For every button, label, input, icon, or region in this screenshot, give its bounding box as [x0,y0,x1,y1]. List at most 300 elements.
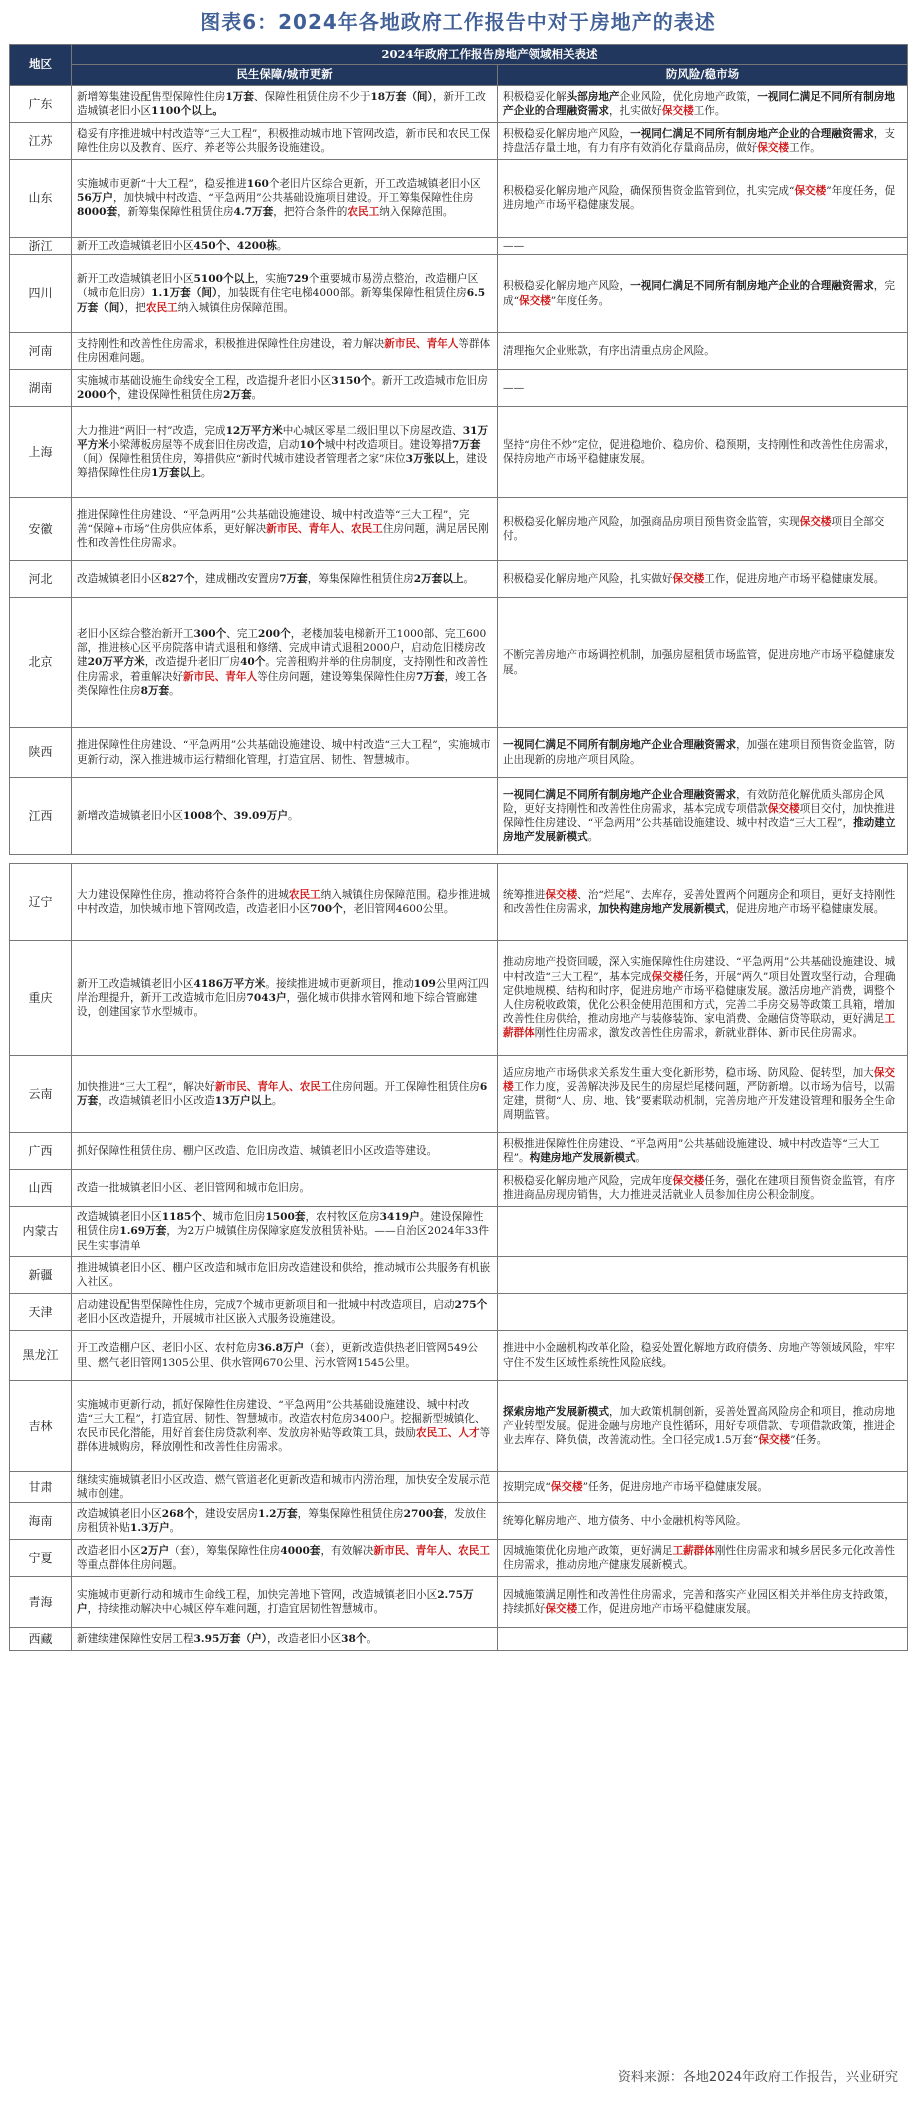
text-segment: 、城市危旧房 [201,1211,266,1224]
highlight-figure: 7万套 [451,438,481,451]
text-segment: 公里两江四岸治理提升，新开工改造城市危旧房 [77,977,489,1004]
text-segment: 积极稳妥化解房地产风险，扎实做好 [503,572,673,585]
highlight-group: 保交楼 [672,572,705,585]
region-name: 甘肃 [10,1472,72,1503]
highlight-figure: 7043户 [246,991,287,1004]
header-risk: 防风险/稳市场 [498,65,908,85]
highlight-figure: 一视同仁满足不同所有制房地产企业的合理融资需求 [630,127,874,140]
text-segment: ，新开工改造城镇老旧小区 [77,90,486,117]
text-segment: 改造城镇老旧小区 [77,1508,162,1521]
text-segment: 住房问题。开工保障性租赁住房 [331,1080,480,1093]
text-segment: 因城施策优化房地产政策，更好满足 [503,1545,673,1558]
livelihood-cell [72,85,498,122]
text-segment: 任务，开展“两久”项目处置攻坚行动，合理确定供地规模、结构和时序，促进房地产市场平稳健康发展。激活房地产消费，调整个人住房税收政策，优化公积金使用范围和方式，完善二手房交易等政策工具箱，增加改善性住房供给，推动房地产与装修装饰、家电消费、金融信贷等联动，更好满足 [503,970,896,1026]
text-segment: 积极稳妥化解房地产风险， [503,280,631,293]
highlight-group: 农民工 [347,206,380,219]
livelihood-cell [72,1056,498,1133]
highlight-figure: 1万套 [225,90,254,103]
risk-cell [498,1381,908,1472]
highlight-group: 新市民、青年人、农民工 [373,1545,490,1558]
highlight-group: 保交楼 [661,104,694,117]
risk-cell [498,1257,908,1294]
text-segment: 新开工改造城镇老旧小区 [77,239,194,252]
region-name: 上海 [10,407,72,498]
text-segment: 。建设保障性租赁住房 [77,1211,484,1238]
text-segment: 积极推进保障性住房建设、“平急两用”公共基础设施建设、城中村改造等“三大工程”。 [503,1137,880,1164]
highlight-figure: 12万平方米 [225,424,283,437]
risk-cell [498,1294,908,1331]
livelihood-cell [72,728,498,778]
highlight-figure: 头部房地产 [566,90,620,103]
text-segment: 中心城区零星二级旧里以下房屋改造、 [282,424,463,437]
text-segment: 推进城镇老旧小区、棚户区改造和城市危旧房改造建设和供给，推动城市公共服务有机嵌入社区。 [77,1261,491,1288]
livelihood-cell [72,333,498,370]
highlight-figure: 1.2万套 [258,1508,298,1521]
risk-cell [498,1540,908,1577]
highlight-figure: 109 [413,977,436,990]
text-segment: 实施城市基础设施生命线安全工程，改造提升老旧小区 [77,374,332,387]
table-row [10,728,908,778]
text-segment: ，建成棚改安置房 [194,572,280,585]
text-segment: 。 [271,1095,283,1107]
highlight-figure: 2000个 [77,389,118,401]
text-segment: 新开工改造城镇老旧小区 [77,273,194,286]
livelihood-cell [72,237,498,254]
region-name: 天津 [10,1294,72,1331]
text-segment: 不断完善房地产市场调控机制，加强房屋租赁市场监管，促进房地产市场平稳健康发展。 [503,649,895,676]
highlight-figure: 4000套 [280,1545,321,1558]
risk-cell [498,85,908,122]
region-name: 黑龙江 [10,1331,72,1381]
highlight-group: 工薪群体 [672,1545,715,1558]
highlight-group: 保交楼 [651,970,684,983]
text-segment: ，改造老旧小区 [267,1633,342,1646]
highlight-group: 保交楼 [758,1434,791,1447]
livelihood-cell [72,1170,498,1207]
text-segment: ，把 [124,301,146,314]
highlight-figure: 8000套 [77,206,118,219]
text-segment: 大力建设保障性住房，推动将符合条件的进城 [77,888,289,901]
risk-cell [498,1503,908,1540]
highlight-figure: 450个、4200栋 [193,239,277,252]
text-segment: 大力推进“两旧一村”改造，完成 [77,424,226,437]
region-name: 广东 [10,85,72,122]
text-segment: 老旧小区综合整治新开工 [77,628,194,641]
text-segment: ”任务，促进房地产市场平稳健康发展。 [582,1481,769,1494]
highlight-figure: 1185个 [161,1211,202,1224]
region-name: 宁夏 [10,1540,72,1577]
region-name: 新疆 [10,1257,72,1294]
highlight-figure: 8万套 [140,684,170,697]
text-segment: 等重点群体住房问题。 [77,1559,183,1572]
text-segment: 积极稳妥化解房地产风险，确保预售资金监管到位，扎实完成“ [503,185,795,198]
highlight-figure: 5100个以上 [193,273,255,286]
text-segment: 纳入城镇住房保障范围。 [177,301,295,314]
text-segment: 继续实施城镇老旧小区改造、燃气管道老化更新改造和城市内涝治理，加快安全发展示范城市创建。 [77,1474,491,1501]
highlight-group: 新市民、青年人 [182,670,258,683]
risk-cell [498,1577,908,1628]
text-segment: 。接续推进城市更新项目，推动 [265,977,414,990]
text-segment: 、保障性租赁住房不少于 [253,90,371,103]
region-name: 北京 [10,598,72,728]
risk-cell [498,1331,908,1381]
text-segment: ”年度任务。 [550,294,610,307]
text-segment: ，老旧管网4600公里。 [342,903,455,915]
region-name: 青海 [10,1577,72,1628]
highlight-figure: 827个 [161,572,195,585]
highlight-figure: 2.75万户 [77,1589,474,1616]
text-segment: （间）保障性租赁住房，筹措供应“新时代城市建设者管理者之家”床位 [77,453,406,465]
text-segment: 新增筹集建设配售型保障性住房 [77,90,226,103]
highlight-group: 保交楼 [545,888,578,901]
highlight-figure: 2万户 [140,1545,170,1558]
text-segment: ，强化城市供排水管网和地下综合管廊建设，创建国家节水型城市。 [77,991,478,1019]
text-segment: ，新筹集保障性租赁住房 [117,206,234,219]
highlight-figure: 18万套（间） [370,90,433,103]
text-segment: ，实施 [254,273,287,286]
highlight-figure: 一视同仁满足不同所有制房地产企业的合理融资需求 [630,280,874,293]
text-segment: 。完善租购并举的住房制度，支持刚性和改善性住房需求，着重解决好 [77,656,488,683]
livelihood-cell [72,122,498,159]
table-row [10,122,908,159]
text-segment: ，建设筹措保障性住房 [77,453,488,480]
highlight-figure: 1.3万户 [129,1522,170,1535]
highlight-figure: 36.8万户 [257,1342,305,1355]
livelihood-cell [72,1503,498,1540]
risk-cell [498,1056,908,1133]
livelihood-cell [72,1577,498,1628]
text-segment: 。 [200,467,212,480]
highlight-figure: 7万套 [279,572,308,585]
text-segment: ，发放住房租赁补贴 [77,1508,487,1535]
table-row [10,1381,908,1472]
region-name: 山西 [10,1170,72,1207]
text-segment: 。新开工改造城市危旧房 [371,374,488,387]
region-name: 湖南 [10,370,72,407]
text-segment: ，竣工各类保障性住房 [77,670,487,697]
highlight-figure: 探索房地产发展新模式 [503,1405,609,1418]
risk-cell [498,1170,908,1207]
highlight-figure: 268个 [161,1508,195,1521]
table-row [10,1133,908,1170]
policy-table [9,44,908,1651]
text-segment: ，为2万户城镇住房保障家庭发放租赁补贴。——自治区2024年33件民生实事清单 [77,1225,489,1252]
highlight-figure: 2万套以上 [413,572,464,585]
table-body [10,85,908,1651]
text-segment: ，改造提升老旧厂房 [144,656,241,669]
text-segment: 实施城市更新行动，抓好保障性住房建设、“平急两用”公共基础设施建设、城中村改造“三大工程”，打造宜居、韧性、智慧城市。改造农村危房3400户。挖掘新型城镇化、农民市民化潜能，用好首套住房贷款利率、发放房补贴等政策工具，鼓励 [77,1398,486,1439]
text-segment: 积极稳妥化解 [503,90,567,103]
highlight-figure: 1.69万套 [119,1225,167,1238]
header-livelihood: 民生保障/城市更新 [72,65,498,85]
text-segment: 等群体进城购房，释放刚性和改善性住房需求。 [77,1427,491,1454]
text-segment: ，扎实做好 [608,104,662,117]
text-segment: 小梁薄板房屋等不成套旧住房改造，启动 [108,438,300,451]
risk-cell [498,498,908,561]
text-segment: ，加大政策机制创新，妥善处置高风险房企和项目，推动房地产业转型发展。促进金融与房地产良性循环，用好专项借款、专项借款政策，推进企业去库存、降负债，改善流动性。全口径完成1.5万套“ [503,1405,895,1447]
livelihood-cell [72,561,498,598]
highlight-figure: 729 [286,273,309,286]
table-row [10,1331,908,1381]
text-segment: 住房问题，满足居民刚性和改善性住房需求。 [77,522,489,550]
livelihood-cell [72,598,498,728]
livelihood-cell [72,1628,498,1651]
highlight-figure: 一视同仁满足不同所有制房地产企业的合理融资需求 [503,90,895,117]
risk-cell [498,1133,908,1170]
table-row [10,941,908,1056]
text-segment: 项目交付，加快推进保障性住房建设、“平急两用”公共基础设施建设、城中村改造“三大工程”， [503,802,895,829]
highlight-figure: 1万套以上 [151,467,201,480]
text-segment: 推进中小金融机构改革化险，稳妥处置化解地方政府债务、房地产等领域风险，牢牢守住不发生区域性系统性风险底线。 [503,1342,895,1369]
highlight-group: 新市民、青年人、农民工 [214,1080,332,1093]
risk-cell [498,778,908,855]
text-segment: 老旧小区改造提升，开展城市社区嵌入式服务设施建设。 [77,1313,342,1325]
risk-cell [498,728,908,778]
text-segment: 企业风险，优化房地产政策， [619,90,758,103]
table-gap [10,855,908,864]
text-segment: ，支持盘活存量土地，有力有序有效消化存量商品房，做好 [503,127,895,154]
highlight-figure: 160 [246,178,269,191]
risk-cell [498,255,908,333]
livelihood-cell [72,407,498,498]
text-segment: 个重要城市易涝点整治，改造棚户区（城市危旧房） [77,273,479,300]
highlight-figure: 6万套 [77,1080,488,1107]
table-row [10,1628,908,1651]
text-segment: ，加装既有住宅电梯4000部。新筹集保障性租赁住房 [217,287,467,300]
text-segment: 推进保障性住房建设、“平急两用”公共基础设施建设、城中村改造“三大工程”，实施城市更新行动，深入推进城市运行精细化管理，打造宜居、韧性、智慧城市。 [77,739,491,766]
highlight-group: 保交楼 [519,294,551,307]
text-segment: 统筹化解房地产、地方债务、中小金融机构等风险。 [503,1515,747,1528]
highlight-figure: 加快构建房地产发展新模式 [598,903,726,915]
text-segment: ，持续推动解决中心城区停车难问题，打造宜居韧性智慧城市。 [87,1603,385,1616]
text-segment: 实施城市更新行动和城市生命线工程，加快完善地下管网，改造城镇老旧小区 [77,1589,438,1602]
table-row [10,1170,908,1207]
highlight-group: 保交楼 [767,802,800,815]
text-segment: 。 [169,1522,181,1535]
text-segment: —— [503,239,525,252]
risk-cell [498,333,908,370]
highlight-group: 农民工 [145,301,178,314]
livelihood-cell [72,1381,498,1472]
text-segment: 适应房地产市场供求关系发生重大变化新形势，稳市场、防风险、促转型，加大 [503,1066,874,1079]
risk-cell [498,370,908,407]
text-segment: 纳入保障范围。 [379,206,454,219]
text-segment: ，有效解决 [320,1545,374,1558]
table-row [10,85,908,122]
highlight-figure: 300个 [193,628,227,641]
risk-cell [498,237,908,254]
table-row [10,561,908,598]
highlight-figure: 1100个以上。 [151,104,224,117]
text-segment: 。 [587,831,599,844]
text-segment: 刚性住房需求，激发改善性住房需求，新就业群体、新市民住房需求。 [534,1027,864,1040]
highlight-figure: 2700套 [403,1508,444,1521]
highlight-figure: 31万平方米 [77,424,489,451]
region-name: 浙江 [10,237,72,254]
highlight-figure: 3150个 [331,374,372,387]
text-segment: 开工改造棚户区、老旧小区、农村危房 [77,1342,258,1355]
livelihood-cell [72,1257,498,1294]
risk-cell [498,1472,908,1503]
text-segment: 统筹推进 [503,888,546,901]
table-row [10,333,908,370]
text-segment: 项目全部交付。 [503,515,885,542]
text-segment: 启动建设配售型保障性住房，完成7个城市更新项目和一批城中村改造项目，启动 [77,1298,455,1311]
livelihood-cell [72,255,498,333]
table-row [10,1472,908,1503]
livelihood-cell [72,370,498,407]
text-segment: （套），筹集保障性住房 [169,1545,281,1558]
text-segment: （套），更新改造供热老旧管网549公里、燃气老旧管网1305公里、供水管网670公里、污水管网1545公里。 [77,1342,478,1369]
text-segment: 新增改造城镇老旧小区 [77,809,183,822]
table-row [10,864,908,941]
region-name: 河南 [10,333,72,370]
livelihood-cell [72,1540,498,1577]
highlight-figure: 一视同仁满足不同所有制房地产企业合理融资需求 [503,788,737,801]
text-segment: 推进保障性住房建设、“平急两用”公共基础设施建设、城中村改造等“三大工程”，完善“保障+市场”住房供应体系，更好解决 [77,508,470,535]
text-segment: 支持刚性和改善性住房需求，积极推进保障性住房建设，着力解决 [77,337,385,350]
text-segment: ，筹集保障性租赁住房 [297,1508,404,1521]
region-name: 陕西 [10,728,72,778]
text-segment: 任务，强化在建项目预售资金监管，有序推进商品房现房销售，大力推进灵活就业人员参加住房公积金制度。 [503,1174,895,1201]
text-segment: 实施城市更新“十大工程”，稳妥推进 [77,178,247,191]
table-row [10,1540,908,1577]
highlight-figure: 20万平方米 [87,656,145,669]
header-span: 2024年政府工作报告房地产领域相关表述 [72,45,908,65]
highlight-group: 保交楼 [672,1174,705,1187]
text-segment: 等群体住房困难问题。 [77,337,491,364]
text-segment: 积极稳妥化解房地产风险，完成年度 [503,1174,673,1187]
text-segment: 工作力度，妥善解决涉及民生的房屋烂尾楼问题，严防新增。以市场为信号，以需定建，贯彻“人、房、地、钱”要素联动机制，完善房地产开发建设管理和服务全生命周期监管。 [503,1080,896,1122]
text-segment: 。 [635,1152,647,1164]
text-segment: 。 [366,1633,378,1646]
text-segment: 加快推进“三大工程”，解决好 [77,1080,215,1093]
livelihood-cell [72,498,498,561]
highlight-group: 保交楼 [503,1066,895,1093]
text-segment: 、完工 [226,628,259,641]
livelihood-cell [72,1331,498,1381]
page-title: 图表6：2024年各地政府工作报告中对于房地产的表述 [200,10,716,34]
highlight-group: 保交楼 [545,1603,578,1616]
highlight-figure: 10个 [299,438,325,451]
highlight-figure: 56万户 [77,192,113,205]
text-segment: ，有效防范化解优质头部房企风险，更好支持刚性和改善性住房需求，基本完成专项借款 [503,788,885,815]
text-segment: 改造城镇老旧小区 [77,572,162,585]
table-row [10,1577,908,1628]
text-segment: 个老旧片区综合更新，开工改造城镇老旧小区 [268,178,481,191]
text-segment: 。 [276,239,288,252]
text-segment: 改造一批城镇老旧小区、老旧管网和城市危旧房。 [77,1181,311,1194]
table-row [10,1294,908,1331]
region-name: 内蒙古 [10,1207,72,1257]
highlight-figure: 40个 [240,656,266,669]
source-note: 资料来源：各地2024年政府工作报告，兴业研究 [617,2070,898,2085]
livelihood-cell [72,1472,498,1503]
text-segment: ”年度任务，促进房地产市场平稳健康发展。 [503,185,896,212]
text-segment: ，加强在建项目预售资金监管，防止出现新的房地产项目风险。 [503,739,895,766]
region-name: 安徽 [10,498,72,561]
text-segment: 积极稳妥化解房地产风险，加强商品房项目预售资金监管，实现 [503,515,800,528]
region-name: 江苏 [10,122,72,159]
table-row [10,255,908,333]
risk-cell [498,1628,908,1651]
livelihood-cell [72,1207,498,1257]
text-segment: 改造老旧小区 [77,1545,141,1558]
table-row [10,778,908,855]
highlight-figure: 38个 [341,1633,367,1646]
highlight-group: 保交楼 [757,141,790,154]
table-row [10,598,908,728]
text-segment: —— [503,381,525,394]
highlight-group: 保交楼 [799,515,832,528]
region-name: 辽宁 [10,864,72,941]
highlight-group: 保交楼 [794,185,827,198]
table-row [10,407,908,498]
risk-cell [498,598,908,728]
livelihood-cell [72,864,498,941]
table-row [10,237,908,254]
highlight-group: 新市民、青年人 [384,337,459,350]
text-segment: 抓好保障性租赁住房、棚户区改造、危旧房改造、城镇老旧小区改造等建设。 [77,1144,438,1157]
highlight-figure: 200个 [258,628,291,641]
highlight-figure: 推动建立房地产发展新模式 [503,817,896,844]
livelihood-cell [72,1133,498,1170]
text-segment: ，建设保障性租赁住房 [117,389,224,401]
risk-cell [498,1207,908,1257]
text-segment: 纳入城镇住房保障范围。稳步推进城中村改造，加快城市地下管网改造，改造老旧小区 [77,888,491,915]
table-row [10,1207,908,1257]
risk-cell [498,122,908,159]
highlight-group: 农民工、人才 [416,1427,480,1439]
text-segment: 推动房地产投资回暖，深入实施保障性住房建设、“平急两用”公共基础设施建设、城中村改造“三大工程”，基本完成 [503,956,896,983]
text-segment: 。 [169,684,180,697]
highlight-figure: 4.7万套 [233,206,274,219]
text-segment: 。 [287,809,299,822]
region-name: 山东 [10,159,72,237]
region-name: 河北 [10,561,72,598]
table-row [10,1503,908,1540]
text-segment: ，完成“ [503,280,895,307]
highlight-figure: 275个 [454,1298,488,1311]
highlight-figure: 7万套 [416,670,445,683]
text-segment: 积极稳妥化解房地产风险， [503,127,631,140]
text-segment: 刚性住房需求和城乡居民多元化改善性住房需求，推动房地产健康发展新模式。 [503,1545,895,1572]
text-segment: ，农村牧区危房 [305,1211,380,1224]
text-segment: ，老楼加装电梯新开工1000部、完工600部，推进核心区平房院落申请式退租和修缮、完成申请式退租2000户，启动危旧楼房改建 [77,628,487,669]
livelihood-cell [72,1294,498,1331]
text-segment: ”任务。 [790,1434,828,1447]
highlight-figure: 1.1万套（间） [151,287,218,300]
highlight-figure: 6.5万套（间） [77,287,486,314]
text-segment: ，筹集保障性租赁住房 [307,572,414,585]
text-segment: ，改造城镇老旧小区改造 [98,1095,215,1107]
text-segment: 、治“烂尾”、去库存，妥善处置两个问题房企和项目，更好支持刚性和改善性住房需求， [503,888,896,915]
text-segment: ，促进房地产市场平稳健康发展。 [725,903,885,915]
livelihood-cell [72,778,498,855]
risk-cell [498,407,908,498]
risk-cell [498,159,908,237]
text-segment: 城中村改造项目。建设筹措 [324,438,452,451]
region-name: 江西 [10,778,72,855]
text-segment: 新建续建保障性安居工程 [77,1633,194,1646]
highlight-figure: 构建房地产发展新模式 [529,1152,636,1164]
text-segment: 清理拖欠企业账款，有序出清重点房企风险。 [503,344,715,357]
table-row [10,1257,908,1294]
text-segment: 按期完成“ [503,1481,551,1494]
text-segment: ，把符合条件的 [273,206,348,219]
region-name: 四川 [10,255,72,333]
highlight-group: 新市民、青年人、农民工 [266,522,383,535]
